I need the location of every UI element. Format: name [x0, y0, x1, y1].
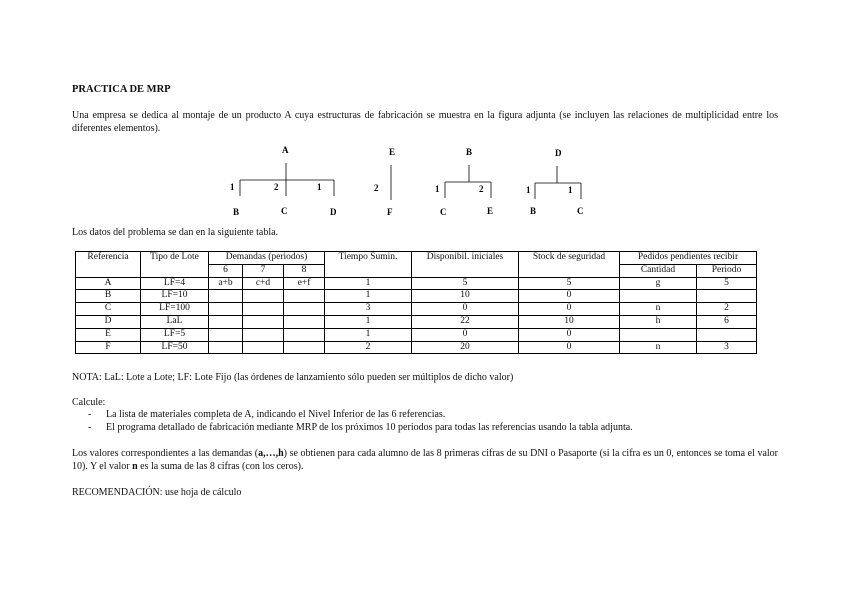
- valores-text-2: ) se obtienen para cada alumno de las 8 primeras cifras de su DNI o Pasaporte (si la cifra es un 0, entonces se toma el valor 10). Y el valor: [72, 448, 778, 472]
- table-cell-stock: 5: [519, 277, 620, 290]
- data-intro-paragraph: Los datos del problema se dan en la siguiente tabla.: [72, 227, 279, 238]
- table-cell-tiempo: 1: [325, 315, 412, 328]
- table-row: [76, 328, 757, 341]
- header-tipo-lote: Tipo de Lote: [141, 252, 209, 278]
- valores-paragraph: [72, 448, 778, 473]
- table-cell-d6: [209, 315, 243, 328]
- table-cell-per: 2: [697, 303, 757, 316]
- table-cell-lote: LF=5: [141, 328, 209, 341]
- header-cantidad: Cantidad: [620, 264, 697, 277]
- table-cell-tiempo: 1: [325, 290, 412, 303]
- header-periodo-6: 6: [209, 264, 243, 277]
- table-row: [76, 315, 757, 328]
- tree-a: [230, 145, 337, 217]
- table-cell-disp: 0: [412, 303, 519, 316]
- table-cell-cant: [620, 328, 697, 341]
- valores-bold-n: n: [132, 460, 138, 472]
- table-row: [76, 290, 757, 303]
- table-cell-d6: [209, 303, 243, 316]
- tree-a-child-c: C: [281, 206, 288, 216]
- recomendacion-paragraph: RECOMENDACIÓN: use hoja de cálculo: [72, 487, 242, 498]
- table-cell-d7: [243, 341, 284, 354]
- tree-e-parent: E: [389, 147, 396, 157]
- valores-text-3: es la suma de las 8 cifras (con los ceros).: [137, 460, 304, 472]
- tree-d-qty-b: 1: [526, 185, 531, 195]
- table-cell-cant: n: [620, 303, 697, 316]
- table-cell-per: 5: [697, 277, 757, 290]
- table-cell-d7: c+d: [243, 277, 284, 290]
- product-structure-diagram: [0, 0, 848, 230]
- table-cell-d8: [284, 341, 325, 354]
- table-header-row: [76, 252, 757, 265]
- mrp-data-table: [75, 251, 757, 354]
- intro-paragraph: Una empresa se dedica al montaje de un producto A cuya estructuras de fabricación se muestra en la figura adjunta (se incluyen las relaciones de multiplicidad entre los diferentes elementos).: [72, 110, 778, 134]
- document-title: PRACTICA DE MRP: [72, 84, 171, 95]
- nota-paragraph: NOTA: LaL: Lote a Lote; LF: Lote Fijo (las órdenes de lanzamiento sólo pueden ser múltiplos de dicho valor): [72, 372, 514, 383]
- table-cell-lote: LF=100: [141, 303, 209, 316]
- header-tiempo: Tiempo Sumin.: [325, 252, 412, 278]
- header-referencia: Referencia: [76, 252, 141, 278]
- header-pedidos: Pedidos pendientes recibir: [620, 252, 757, 265]
- tree-a-parent: A: [282, 145, 289, 155]
- tree-b-parent: B: [466, 147, 473, 157]
- table-cell-d7: [243, 315, 284, 328]
- valores-bold-variables: a,…,h: [258, 448, 284, 459]
- table-cell-d7: [243, 290, 284, 303]
- table-cell-lote: LF=4: [141, 277, 209, 290]
- tree-a-qty-c: 2: [274, 182, 279, 192]
- table-cell-d6: [209, 290, 243, 303]
- tree-a-child-b: B: [233, 207, 240, 217]
- table-cell-ref: D: [76, 315, 141, 328]
- table-cell-tiempo: 1: [325, 328, 412, 341]
- task-1-text: La lista de materiales completa de A, indicando el Nivel Inferior de las 6 referencias.: [106, 409, 446, 420]
- table-cell-lote: LF=10: [141, 290, 209, 303]
- tree-d: [526, 148, 584, 216]
- table-row: [76, 277, 757, 290]
- tree-e-child-f: F: [387, 207, 393, 217]
- table-cell-per: 6: [697, 315, 757, 328]
- table-cell-tiempo: 1: [325, 277, 412, 290]
- tree-d-qty-c: 1: [568, 185, 573, 195]
- table-cell-ref: F: [76, 341, 141, 354]
- table-cell-d8: [284, 303, 325, 316]
- table-cell-lote: LF=50: [141, 341, 209, 354]
- header-disponibil: Disponibil. iniciales: [412, 252, 519, 278]
- table-cell-stock: 0: [519, 290, 620, 303]
- tree-b-child-e: E: [487, 206, 494, 216]
- table-cell-d7: [243, 303, 284, 316]
- tree-e-qty-f: 2: [374, 183, 379, 193]
- table-cell-cant: [620, 290, 697, 303]
- table-cell-cant: g: [620, 277, 697, 290]
- table-cell-cant: n: [620, 341, 697, 354]
- table-cell-disp: 5: [412, 277, 519, 290]
- table-cell-stock: 0: [519, 303, 620, 316]
- table-cell-disp: 22: [412, 315, 519, 328]
- table-cell-d7: [243, 328, 284, 341]
- table-cell-ref: E: [76, 328, 141, 341]
- table-cell-d8: [284, 290, 325, 303]
- table-cell-ref: A: [76, 277, 141, 290]
- tree-d-child-c: C: [577, 206, 584, 216]
- table-cell-disp: 10: [412, 290, 519, 303]
- table-row: [76, 303, 757, 316]
- tree-d-child-b: B: [530, 206, 537, 216]
- table-cell-d6: [209, 341, 243, 354]
- tree-b-qty-c: 1: [435, 184, 440, 194]
- table-cell-per: 3: [697, 341, 757, 354]
- tree-d-parent: D: [555, 148, 562, 158]
- table-cell-per: [697, 328, 757, 341]
- tree-a-child-d: D: [330, 207, 337, 217]
- table-cell-ref: C: [76, 303, 141, 316]
- table-cell-disp: 0: [412, 328, 519, 341]
- tree-b: [435, 147, 493, 217]
- table-body: [76, 277, 757, 354]
- header-stock: Stock de seguridad: [519, 252, 620, 278]
- tree-b-qty-e: 2: [479, 184, 484, 194]
- header-demandas: Demandas (periodos): [209, 252, 325, 265]
- table-cell-disp: 20: [412, 341, 519, 354]
- table-cell-d8: [284, 328, 325, 341]
- valores-text-1: Los valores correspondientes a las demandas (: [72, 448, 259, 459]
- table-cell-per: [697, 290, 757, 303]
- table-cell-lote: LaL: [141, 315, 209, 328]
- list-item: - El programa detallado de fabricación mediante MRP de los próximos 10 periodos para todas las referencias usando la tabla adjunta.: [88, 421, 633, 433]
- header-periodo: Periodo: [697, 264, 757, 277]
- table-cell-stock: 0: [519, 341, 620, 354]
- task-2-text: El programa detallado de fabricación mediante MRP de los próximos 10 periodos para todas las referencias usando la tabla adjunta.: [106, 421, 633, 433]
- table-row: [76, 341, 757, 354]
- table-cell-stock: 10: [519, 315, 620, 328]
- list-item: - La lista de materiales completa de A, indicando el Nivel Inferior de las 6 referencias.: [88, 409, 446, 420]
- tree-b-child-c: C: [440, 207, 447, 217]
- task-list: [88, 409, 633, 434]
- table-cell-stock: 0: [519, 328, 620, 341]
- table-cell-d6: [209, 328, 243, 341]
- table-cell-tiempo: 3: [325, 303, 412, 316]
- tree-a-qty-d: 1: [317, 182, 322, 192]
- table-cell-d8: e+f: [284, 277, 325, 290]
- table-cell-ref: B: [76, 290, 141, 303]
- table-cell-tiempo: 2: [325, 341, 412, 354]
- table-cell-d6: a+b: [209, 277, 243, 290]
- header-periodo-8: 8: [284, 264, 325, 277]
- table-cell-cant: h: [620, 315, 697, 328]
- table-cell-d8: [284, 315, 325, 328]
- tree-e: [374, 147, 395, 217]
- tree-a-qty-b: 1: [230, 182, 235, 192]
- header-periodo-7: 7: [243, 264, 284, 277]
- calcule-label: Calcule:: [72, 397, 106, 408]
